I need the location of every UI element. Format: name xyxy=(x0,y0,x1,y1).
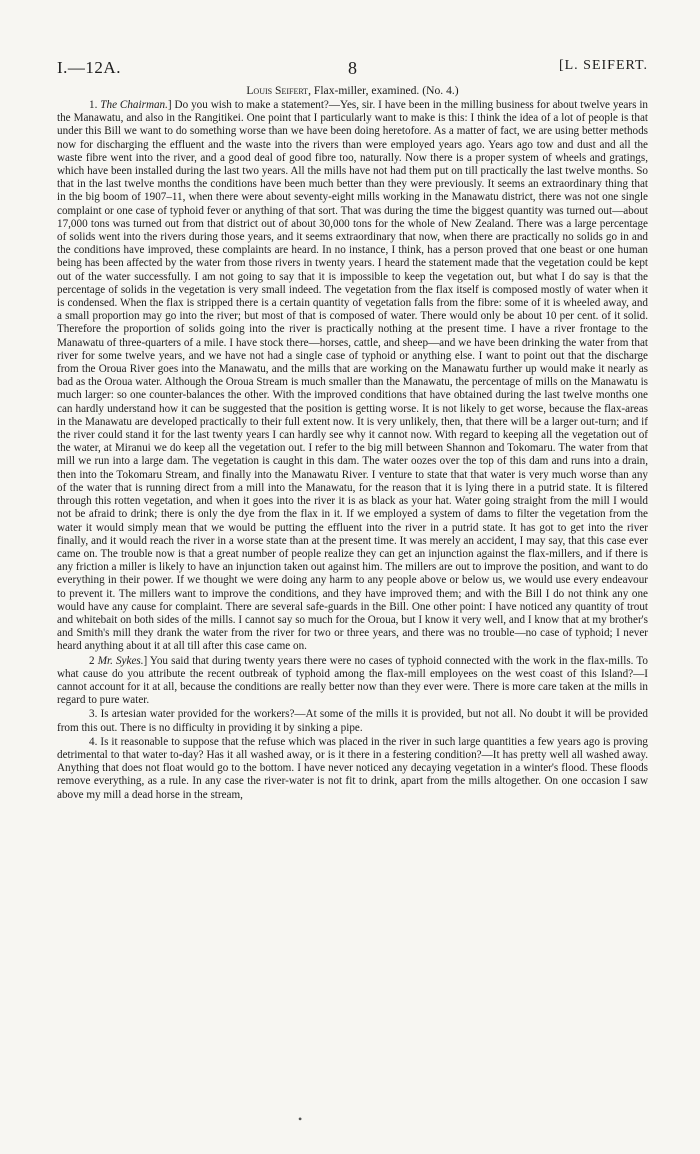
question-number: 2 xyxy=(89,654,95,667)
testimony-body xyxy=(57,99,648,802)
testimony-paragraph xyxy=(57,655,648,708)
testimony-paragraph xyxy=(57,99,648,654)
page-number: 8 xyxy=(348,58,357,78)
witness-heading xyxy=(57,84,648,97)
question-number: 1. xyxy=(89,99,98,111)
speaker-name: The Chairman. xyxy=(100,99,168,111)
page-header xyxy=(57,52,648,80)
witness-title: , Flax-miller, examined. xyxy=(308,84,420,97)
witness-number: (No. 4.) xyxy=(422,84,459,97)
testimony-paragraph xyxy=(57,736,648,802)
paragraph-text: ] You said that during twenty years there were no cases of typhoid connected with the work in the flax-mills. To what cause do you attribute the recent outbreak of typhoid among the flax-mill employees on the west coast of this Island?—I cannot account for it at all, because the conditions are really better now than they ever were. There is more care taken at the mills in regard to pure water. xyxy=(57,654,648,707)
question-number: 4. xyxy=(89,735,98,748)
testimony-paragraph xyxy=(57,708,648,734)
question-number: 3. xyxy=(89,708,98,721)
paragraph-text: Is it reasonable to suppose that the refuse which was placed in the river in such large quantities a few years ago is proving detrimental to that water to-day? Has it all washed away, or is it there in a festering condition?—It has pretty well all washed away. Anything that does not float would go to the bottom. I have never noticed any decaying vegetation in a winter's flood. These floods remove everything, as a rule. In any case the river-water is not fit to drink, apart from the mills altogether. On one occasion I saw above my mill a dead horse in the stream, xyxy=(57,735,648,801)
paragraph-text: Is artesian water provided for the workers?—At some of the mills it is provided, but not all. No doubt it will be provided from this out. There is no difficulty in providing it by sinking a pipe. xyxy=(57,708,648,734)
footer-mark: • xyxy=(298,1112,303,1126)
paper-reference: I.—12A. xyxy=(57,58,121,77)
paragraph-text: ] Do you wish to make a statement?—Yes, sir. I have been in the milling business for about twelve years in the Manawatu, and also in the Rangitikei. One point that I particularly want to make is this: I think the idea of a lot of people is that under this Bill we want to do something worse than we have been doing heretofore. As a matter of fact, we are using better methods now for discharging the effluent and the waste into the rivers than were employed years ago. Years ago tow and dust and all the waste fibre went into the river, and a good deal of good fibre too, naturally. Now there is a proper system of wheels and gratings, which have been installed during the last two years. All the mills have not had them put on till practically the last twelve months. So that in the last twelve months the conditions have been much better than they were previously. It seems an extraordinary thing that in the big boom of 1907–11, when there were about seventy-eight mills working in the Manawatu district, there was not one single complaint or one case of typhoid fever or anything of that sort. That was during the time the biggest quantity was turned out—about 17,000 tons was turned out from that district out of about 30,000 tons for the whole of New Zealand. There was a large percentage of solids went into the rivers during those years, and it seems extraordinary that now, when there are practically no solids go in and the conditions have improved, these complaints are heard. In no instance, I think, has a person proved that one beast or one human being has been affected by the water from those rivers in twenty years. I heard the statement made that the vegetation could be kept out of the water successfully. I am not going to say that it is impossible to keep the vegetation out, but what I do say is that the percentage of solids in the vegetation is very small indeed. The vegetation from the flax itself is composed mostly of water when it is condensed. When the flax is stripped there is a certain quantity of vegetation falls from the fibre: some of it is wheeled away, and a small proportion may go into the river; but most of that is composed of water. There would only be about 10 per cent. of it solid. Therefore the proportion of solids going into the river is practically nothing at the present time. I have a river frontage to the Manawatu of three-quarters of a mile. I have stock there—horses, cattle, and sheep—and we have been drinking the water from that river for some twelve years, and we have not had a single case of typhoid or anything else. I want to point out that the discharge from the Oroua River goes into the Manawatu, and the mills that are working on the Manawatu further up would make it nearly as bad as the Oroua water. Although the Oroua Stream is much smaller than the Manawatu, the percentage of mills on the Manawatu is much larger: so one counter-balances the other. With the improved conditions that have obtained during the last twelve months one can hardly understand how it can be suggested that the position is getting worse. It is not likely to get worse, because the flax-areas in the Manawatu are developed practically to their full extent now. It is very unlikely, then, that there will be a larger out-turn; and if the river could stand it for the last twenty years I can hardly see why it cannot now. With regard to keeping all the vegetation out of the water, at Miranui we do keep all the vegetation out. I refer to the big mill between Shannon and Tokomaru. The water from that mill we run into a large dam. The vegetation is caught in this dam. The water oozes over the top of this dam and runs into a drain, then into the Tokomaru Stream, and finally into the Manawatu River. I venture to state that that water is very much worse than any of the water that is running direct from a mill into the Manawatu, for the reason that it is lying there in a putrid state. It is filtered through this rotten vegetation, and when it goes into the river it is as black as your hat. Water going straight from the mill I would not be afraid to drink; there is only the dye from the flax in it. If we employed a system of dams to filter the vegetation from the water it would simply mean that we would be putting the effluent into the river in a putrid state. It has got to get into the river finally, and it would reach the river in a worse state than at the present time. It was merely an accident, I may say, that this case ever came on. The trouble now is that a great number of people realize they can get an injunction against the flax-millers, and if there is any friction a miller is likely to have an injunction taken out against him. The millers are out to improve the position, and want to do everything in their power. If we thought we were doing any harm to any people above or below us, we would use every endeavour to prevent it. The millers want to improve the conditions, and they have improved them; and with the Bill I do not think any one would have any cause for complaint. There are several safe-guards in the Bill. One other point: I have noticed any quantity of trout and whitebait on both sides of the mills. I cannot say so much for the Oroua, but I know it very well, and I know that at my brother's and Smith's mill they drank the water from the river for two or three years, and there was no trouble—no case of typhoid; I never heard anything about it at all till after this case came on. xyxy=(57,99,648,653)
witness-name: Louis Seifert xyxy=(246,84,309,97)
speaker-name: Mr. Sykes. xyxy=(97,654,144,667)
witness-running-head: [L. SEIFERT. xyxy=(558,58,648,73)
